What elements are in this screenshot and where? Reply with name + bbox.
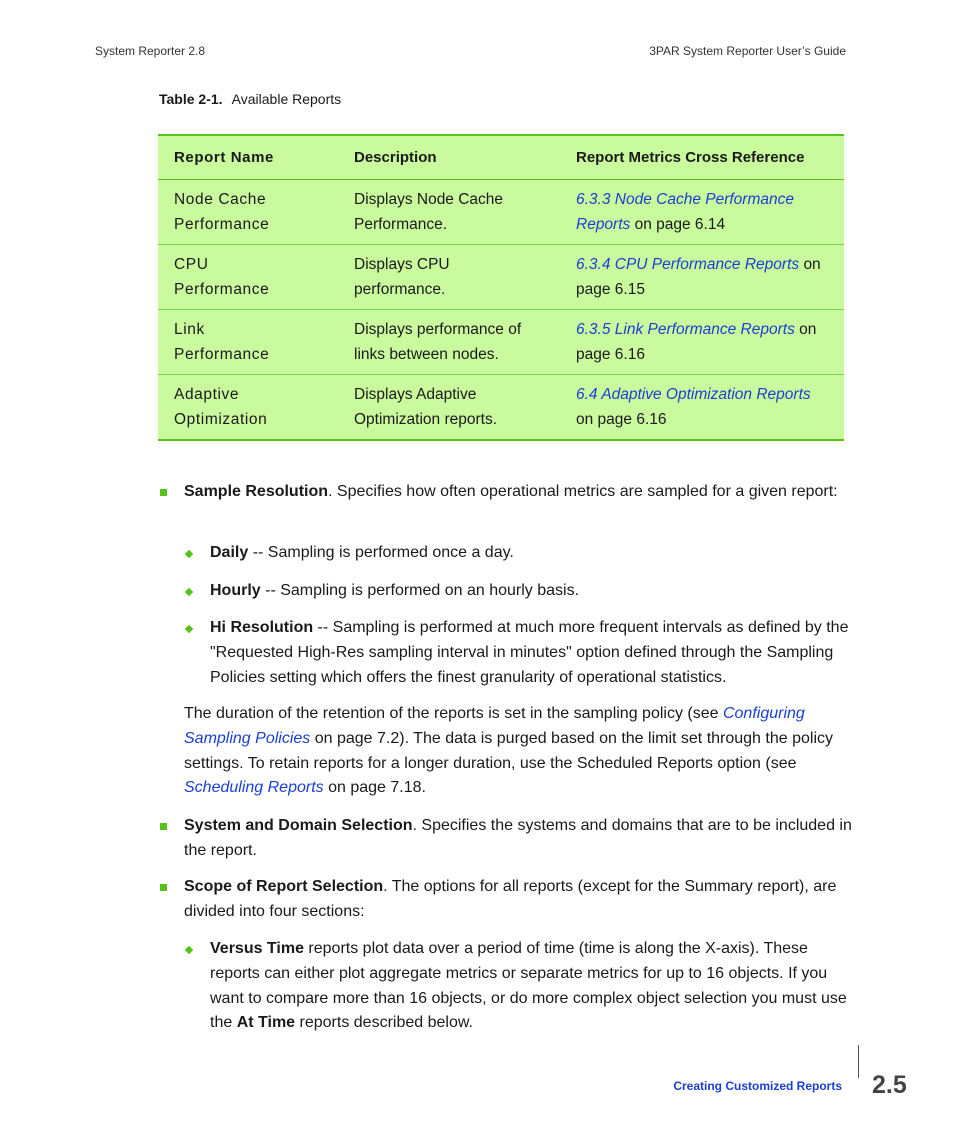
hourly-item: Hourly -- Sampling is performed on an hourly basis. xyxy=(210,582,580,599)
sample-resolution-title: Sample Resolution xyxy=(184,483,329,500)
running-header-left: System Reporter 2.8 xyxy=(95,44,206,58)
report-name-cell: Link Performance xyxy=(158,310,338,375)
header-report-name: Report Name xyxy=(158,135,338,180)
footer-chapter-title: Creating Customized Reports xyxy=(673,1079,842,1093)
running-header-right: 3PAR System Reporter User’s Guide xyxy=(649,44,846,58)
diamond-bullet-icon xyxy=(185,946,193,954)
table-row xyxy=(158,180,844,245)
diamond-bullet-icon xyxy=(185,625,193,633)
footer-divider xyxy=(858,1045,859,1078)
xref-link[interactable]: 6.3.3 Node Cache Performance Reports xyxy=(576,191,794,233)
table-header-row xyxy=(158,135,844,180)
configuring-sampling-policies-link[interactable]: Configuring Sampling Policies xyxy=(184,705,805,747)
table-caption-title: Available Reports xyxy=(231,91,342,107)
cross-reference-cell: 6.3.4 CPU Performance Reports on page 6.15 xyxy=(560,245,844,310)
table-row xyxy=(158,375,844,441)
scope-paragraph: Scope of Report Selection. The options for all reports (except for the Summary report), are divided into four sections: xyxy=(184,878,837,920)
xref-link[interactable]: 6.3.5 Link Performance Reports xyxy=(576,321,795,338)
daily-item: Daily -- Sampling is performed once a day. xyxy=(210,544,514,561)
hi-resolution-item: Hi Resolution -- Sampling is performed at much more frequent intervals as defined by the "Requested High-Res sampling interval in minutes" option defined through the Sampling Policies setting which offers the finest granularity of operational statistics. xyxy=(210,619,849,686)
table-caption-number: Table 2-1. xyxy=(159,91,223,107)
report-name-cell: Node Cache Performance xyxy=(158,180,338,245)
square-bullet-icon xyxy=(160,823,167,830)
page-number: 2.5 xyxy=(872,1071,907,1099)
report-name-cell: Adaptive Optimization xyxy=(158,375,338,441)
table-row xyxy=(158,310,844,375)
header-description: Description xyxy=(338,135,560,180)
table-caption xyxy=(159,91,341,107)
description-cell: Displays Node Cache Performance. xyxy=(338,180,560,245)
description-cell: Displays performance of links between nodes. xyxy=(338,310,560,375)
available-reports-table xyxy=(158,134,844,441)
xref-link[interactable]: 6.4 Adaptive Optimization Reports xyxy=(576,386,811,403)
sample-resolution-paragraph: Sample Resolution. Specifies how often operational metrics are sampled for a given report: xyxy=(184,483,838,500)
system-domain-paragraph: System and Domain Selection. Specifies the systems and domains that are to be included in the report. xyxy=(184,817,852,859)
cross-reference-cell: 6.3.5 Link Performance Reports on page 6.16 xyxy=(560,310,844,375)
cross-reference-cell: 6.3.3 Node Cache Performance Reports on page 6.14 xyxy=(560,180,844,245)
xref-link[interactable]: 6.3.4 CPU Performance Reports xyxy=(576,256,800,273)
table-row xyxy=(158,245,844,310)
diamond-bullet-icon xyxy=(185,550,193,558)
header-cross-reference: Report Metrics Cross Reference xyxy=(560,135,844,180)
report-name-cell: CPU Performance xyxy=(158,245,338,310)
square-bullet-icon xyxy=(160,489,167,496)
scheduling-reports-link[interactable]: Scheduling Reports xyxy=(184,779,324,797)
versus-time-item: Versus Time reports plot data over a period of time (time is along the X-axis). These reports can either plot aggregate metrics or separate metrics for up to 16 objects. If you want to compare more than 16 objects, or do more complex object selection you must use the At Time reports described below. xyxy=(210,940,847,1032)
square-bullet-icon xyxy=(160,884,167,891)
description-cell: Displays CPU performance. xyxy=(338,245,560,310)
diamond-bullet-icon xyxy=(185,588,193,596)
cross-reference-cell: 6.4 Adaptive Optimization Reports on page 6.16 xyxy=(560,375,844,441)
description-cell: Displays Adaptive Optimization reports. xyxy=(338,375,560,441)
retention-paragraph: The duration of the retention of the reports is set in the sampling policy (see Configuring Sampling Policies on page 7.2). The data is purged based on the limit set through the policy settings. To retain reports for a longer duration, use the Scheduled Reports option (see Scheduling Reports on page 7.18. xyxy=(184,705,833,797)
